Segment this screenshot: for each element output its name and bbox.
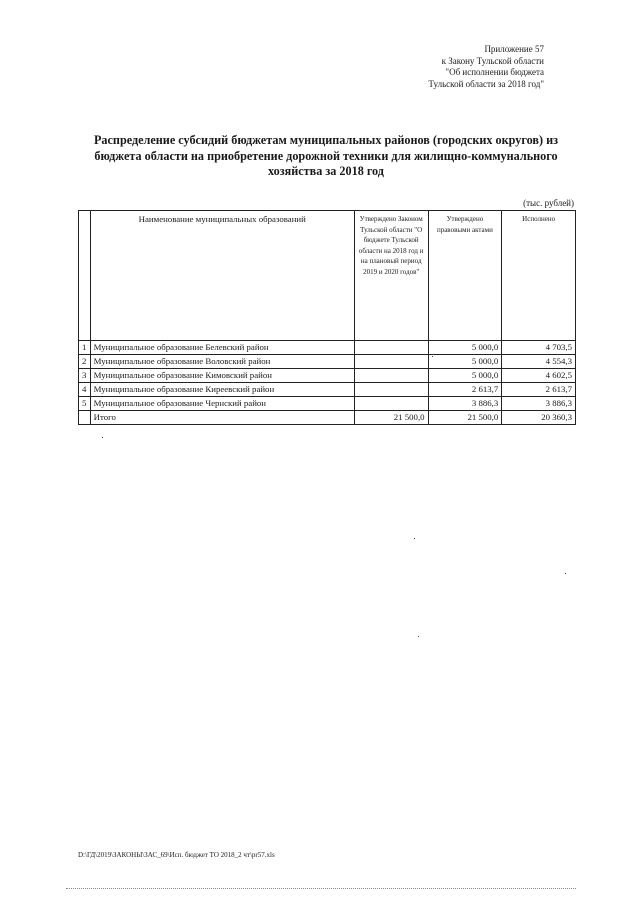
- row-name: Муниципальное образование Киреевский район: [90, 383, 354, 397]
- row-approved-acts: 3 886,3: [428, 397, 502, 411]
- total-executed: 20 360,3: [502, 411, 576, 425]
- header-approved-acts: Утверждено правовыми актами: [428, 211, 502, 341]
- row-name: Муниципальное образование Кимовский район: [90, 369, 354, 383]
- scan-speck: [102, 437, 103, 438]
- row-executed: 4 602,5: [502, 369, 576, 383]
- subsidy-table: [78, 210, 576, 425]
- scan-speck: [418, 636, 419, 637]
- row-index: 1: [79, 341, 91, 355]
- table-total-row: [79, 411, 576, 425]
- table-row: [79, 341, 576, 355]
- units-label: (тыс. рублей): [523, 198, 574, 208]
- table-row: [79, 383, 576, 397]
- total-approved-law: 21 500,0: [354, 411, 428, 425]
- table-row: [79, 355, 576, 369]
- scan-speck: [432, 356, 433, 357]
- appendix-line: к Закону Тульской области: [441, 55, 544, 66]
- appendix-line: "Об исполнении бюджета: [445, 67, 544, 77]
- row-approved-acts: 2 613,7: [428, 383, 502, 397]
- table-row: [79, 397, 576, 411]
- row-name: Муниципальное образование Воловский район: [90, 355, 354, 369]
- table-header-row: [79, 211, 576, 341]
- row-approved-acts: 5 000,0: [428, 369, 502, 383]
- header-name: Наименование муниципальных образований: [90, 211, 354, 341]
- row-approved-law: [354, 369, 428, 383]
- total-approved-acts: 21 500,0: [428, 411, 502, 425]
- scan-speck: [414, 538, 415, 539]
- scan-edge-line: [66, 888, 576, 889]
- row-approved-law: [354, 397, 428, 411]
- row-executed: 4 554,3: [502, 355, 576, 369]
- appendix-line: Тульской области за 2018 год": [428, 78, 544, 89]
- table-row: [79, 369, 576, 383]
- header-executed: Исполнено: [502, 211, 576, 341]
- document-title: Распределение субсидий бюджетам муниципальных районов (городских округов) из бюджета области на приобретение дорожной техники для жилищно-коммунального хозяйства за 2018 год: [93, 133, 559, 178]
- row-index: 4: [79, 383, 91, 397]
- header-approved-law: Утверждено Законом Тульской области "О бюджете Тульской области на 2018 год и на плановый период 2019 и 2020 годов": [354, 211, 428, 341]
- row-index: 5: [79, 397, 91, 411]
- row-approved-acts: 5 000,0: [428, 355, 502, 369]
- row-index: 2: [79, 355, 91, 369]
- total-label: Итого: [90, 411, 354, 425]
- row-approved-law: [354, 383, 428, 397]
- row-executed: 3 886,3: [502, 397, 576, 411]
- row-name: Муниципальное образование Белевский район: [90, 341, 354, 355]
- row-executed: 2 613,7: [502, 383, 576, 397]
- appendix-line: Приложение 57: [484, 44, 544, 54]
- row-executed: 4 703,5: [502, 341, 576, 355]
- row-name: Муниципальное образование Чернский район: [90, 397, 354, 411]
- row-approved-law: [354, 341, 428, 355]
- appendix-block: [344, 44, 544, 90]
- header-index: [79, 211, 91, 341]
- file-path: D:\ГД\2019\ЗАКОНЫ\ЗАС_69\Исп. бюджет ТО 2018_2 чт\pr57.xls: [78, 851, 275, 859]
- row-index: 3: [79, 369, 91, 383]
- row-approved-acts: 5 000,0: [428, 341, 502, 355]
- row-approved-law: [354, 355, 428, 369]
- scan-speck: [565, 573, 566, 574]
- total-index: [79, 411, 91, 425]
